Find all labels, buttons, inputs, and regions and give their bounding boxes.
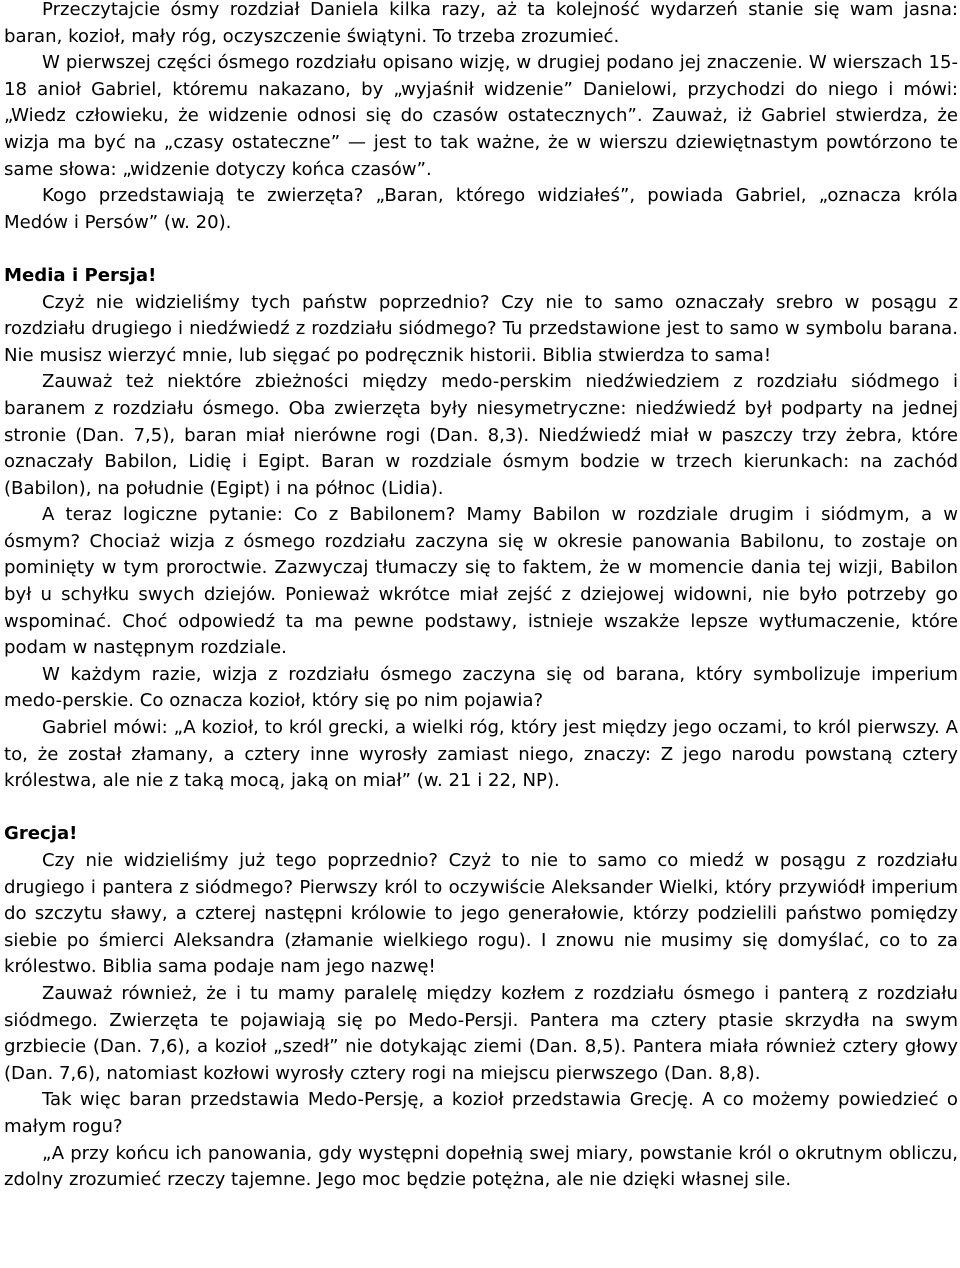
- media-paragraph-3: A teraz logiczne pytanie: Co z Babilonem? Mamy Babilon w rozdziale drugim i siódmym, a w ósmym? Chociaż wizja z ósmego rozdziału zaczyna się w okresie panowania Babilonu, to zostaje on pominięty w tym proroctwie. Zazwyczaj tłumaczy się to faktem, że w momencie dania tej wizji, Babilon był u schyłku swych dziejów. Ponieważ wkrótce miał zejść z dziejowej widowni, nie było potrzeby go wspominać. Choć odpowiedź ta ma pewne podstawy, istnieje wszakże lepsze wytłumaczenie, które podam w następnym rozdziale.: [4, 504, 958, 659]
- intro-paragraph-1: Przeczytajcie ósmy rozdział Daniela kilka razy, aż ta kolejność wydarzeń stanie się wam jasna: baran, kozioł, mały róg, oczyszczenie świątyni. To trzeba zrozumieć.: [4, 0, 958, 47]
- media-paragraph-2: Zauważ też niektóre zbieżności między medo-perskim niedźwiedziem z rozdziału siódmego i baranem z rozdziału ósmego. Oba zwierzęta były niesymetryczne: niedźwiedź był podparty na jednej stronie (Dan. 7,5), baran miał nierówne rogi (Dan. 8,3). Niedźwiedź miał w paszczy trzy żebra, które oznaczały Babilon, Lidię i Egipt. Baran w rozdziale ósmym bodzie w trzech kierunkach: na zachód (Babilon), na południe (Egipt) i na północ (Lidia).: [4, 371, 958, 499]
- grecja-paragraph-3: Tak więc baran przedstawia Medo-Persję, a kozioł przedstawia Grecję. A co możemy powiedzieć o małym rogu?: [4, 1089, 958, 1137]
- document-page: [4, 0, 958, 1194]
- intro-paragraph-2: W pierwszej części ósmego rozdziału opisano wizję, w drugiej podano jej znaczenie. W wierszach 15-18 anioł Gabriel, któremu nakazano, by „wyjaśnił widzenie” Danielowi, przychodzi do niego i mówi: „Wiedz człowieku, że widzenie odnosi się do czasów ostatecznych”. Zauważ, iż Gabriel stwierdza, że wizja ma być na „czasy ostateczne” — jest to tak ważne, że w wierszu dziewiętnastym powtórzono te same słowa: „widzenie dotyczy końca czasów”.: [4, 52, 958, 180]
- section-heading-grecja: Grecja!: [4, 823, 78, 845]
- grecja-paragraph-1: Czy nie widzieliśmy już tego poprzednio? Czyż to nie to samo co miedź w posągu z rozdziału drugiego i pantera z siódmego? Pierwszy król to oczywiście Aleksander Wielki, który przywiódł imperium do szczytu sławy, a czterej następni królowie to jego generałowie, którzy podzielili państwo pomiędzy siebie po śmierci Aleksandra (złamanie wielkiego rogu). I znowu nie musimy się domyślać, co to za królestwo. Biblia sama podaje nam jego nazwę!: [4, 850, 958, 978]
- intro-paragraph-3: Kogo przedstawiają te zwierzęta? „Baran, którego widziałeś”, powiada Gabriel, „oznacza króla Medów i Persów” (w. 20).: [4, 185, 958, 233]
- grecja-paragraph-4: „A przy końcu ich panowania, gdy występni dopełnią swej miary, powstanie król o okrutnym obliczu, zdolny zrozumieć rzeczy tajemne. Jego moc będzie potężna, ale nie dzięki własnej sile.: [4, 1142, 958, 1191]
- media-paragraph-5: Gabriel mówi: „A kozioł, to król grecki, a wielki róg, który jest między jego oczami, to król pierwszy. A to, że został złamany, a cztery inne wyrosły zamiast niego, znaczy: Z jego narodu powstaną cztery królestwa, ale nie z taką mocą, jaką on miał” (w. 21 i 22, NP).: [4, 717, 958, 792]
- media-paragraph-4: W każdym razie, wizja z rozdziału ósmego zaczyna się od barana, który symbolizuje imperium medo-perskie. Co oznacza kozioł, który się po nim pojawia?: [4, 663, 958, 712]
- media-paragraph-1: Czyż nie widzieliśmy tych państw poprzednio? Czy nie to samo oznaczały srebro w posągu z rozdziału drugiego i niedźwiedź z rozdziału siódmego? Tu przedstawione jest to samo w symbolu barana. Nie musisz wierzyć mnie, lub sięgać po podręcznik historii. Biblia stwierdza to sama!: [4, 291, 958, 366]
- section-heading-media-persja: Media i Persja!: [4, 264, 157, 286]
- grecja-paragraph-2: Zauważ również, że i tu mamy paralelę między kozłem z rozdziału ósmego i panterą z rozdziału siódmego. Zwierzęta te pojawiają się po Medo-Persji. Pantera ma cztery ptasie skrzydła na swym grzbiecie (Dan. 7,6), a kozioł „szedł” nie dotykając ziemi (Dan. 8,5). Pantera miała również cztery głowy (Dan. 7,6), natomiast kozłowi wyrosły cztery rogi na miejscu pierwszego (Dan. 8,8).: [4, 982, 958, 1084]
